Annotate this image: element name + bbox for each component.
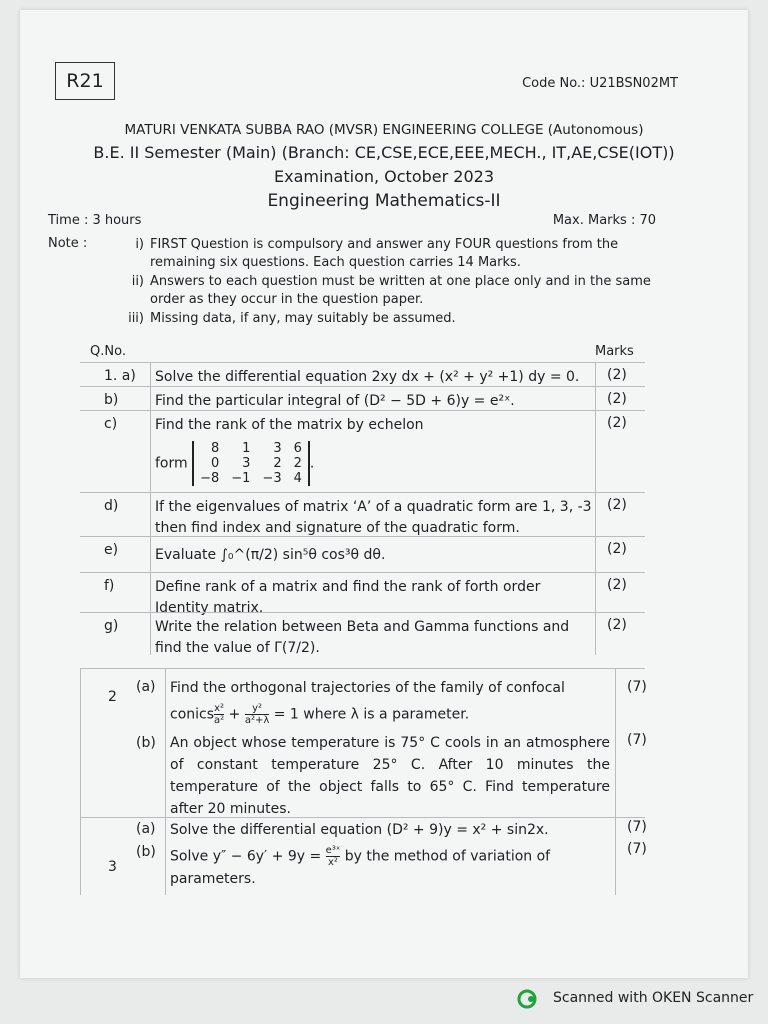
subject-title: Engineering Mathematics-II (267, 191, 501, 211)
scanner-watermark: Scanned with OKEN Scanner (553, 990, 754, 1006)
matrix: form 8 1 3 6 0 3 2 2 −8 −1 −3 4. (155, 441, 315, 486)
conics-equation: conics $\frac{\text{x²}}{\text{a²}}$ + $\frac{\text{y²}}{\text{a²+λ}}$ = 1 where λ is a parameter. (170, 703, 470, 726)
exam-line: Examination, October 2023 (273, 167, 494, 186)
question-number: 2 (108, 689, 117, 705)
regulation-box: R21 (55, 62, 115, 100)
matrix-grid: 8 1 3 6 0 3 2 2 −8 −1 −3 4 (192, 441, 310, 486)
question-row: b) Find the particular integral of (D² − 5D + 6)y = e²ˣ. (2) (80, 386, 645, 411)
question-row: e) Evaluate ∫₀^(π/2) sin⁵θ cos³θ dθ. (2) (80, 536, 645, 573)
border-left (80, 669, 81, 895)
college-name: MATURI VENKATA SUBBA RAO (MVSR) ENGINEERING COLLEGE (Autonomous) (124, 122, 644, 138)
ode-variation: Solve y″ − 6y′ + 9y = $\frac{\text{e³ˣ}}{\text{x²}}$ by the method of variation of parameters. (170, 845, 551, 887)
question-number: 3 (108, 859, 117, 875)
question-row: c) Find the rank of the matrix by echelon (2) form 8 1 3 6 0 3 2 2 −8 −1 −3 4. (80, 410, 645, 493)
course-code: Code No.: U21BSN02MT (522, 76, 678, 91)
question-row: g) Write the relation between Beta and Gamma functions and find the value of Γ(7/2). (2) (80, 612, 645, 656)
marks-header: Marks (595, 344, 634, 359)
note-item: i) FIRST Question is compulsory and answer any FOUR questions from the remaining six questions. Each question carries 14 Marks. (135, 237, 619, 270)
question-row: f) Define rank of a matrix and find the rank of forth order Identity matrix. (2) (80, 572, 645, 613)
time-allowed: Time : 3 hours (48, 213, 142, 228)
divider (80, 817, 645, 818)
exam-paper (20, 10, 748, 978)
column-divider (165, 669, 166, 895)
note-label: Note : (48, 236, 88, 251)
question-row: d) If the eigenvalues of matrix ‘A’ of a quadratic form are 1, 3, -3 then find index and signature of the quadratic form. (2) (80, 492, 645, 537)
questions-2-3: 2 (a) Find the orthogonal trajectories of the family of confocal (7) conics $\frac{\text{x²}}{\text{a²}}$ + $\frac{\text{y²}}{\text{a²+λ}}$ = 1 where λ is a parameter. (b) An object whose temperature is 75° C cools in an atmosphere of constant temperature 25° C. After 10 minutes the temperature of the object falls to 65° C. Find temperature after 20 minutes. (7) (a) Solve the differential equation (D² + 9)y = x² + sin2x. (7) 3 (b) Solve y″ − 6y′ + 9y = $\frac{\text{e³ˣ}}{\text{x²}}$ by the method of variation of parameters. (7) (80, 668, 645, 895)
branch-line: B.E. II Semester (Main) (Branch: CE,CSE,ECE,EEE,MECH., IT,AE,CSE(IOT)) (93, 143, 675, 162)
qno-header: Q.No. (90, 344, 126, 359)
max-marks: Max. Marks : 70 (552, 213, 656, 228)
note-item: ii) Answers to each question must be written at one place only and in the same order as they occur in the question paper. (131, 274, 651, 307)
note-item: iii) Missing data, if any, may suitably be assumed. (128, 311, 456, 326)
column-divider (615, 669, 616, 895)
oken-scanner-logo-icon (517, 989, 537, 1009)
question-row: 1. a) Solve the differential equation 2xy dx + (x² + y² +1) dy = 0. (2) (80, 362, 645, 387)
